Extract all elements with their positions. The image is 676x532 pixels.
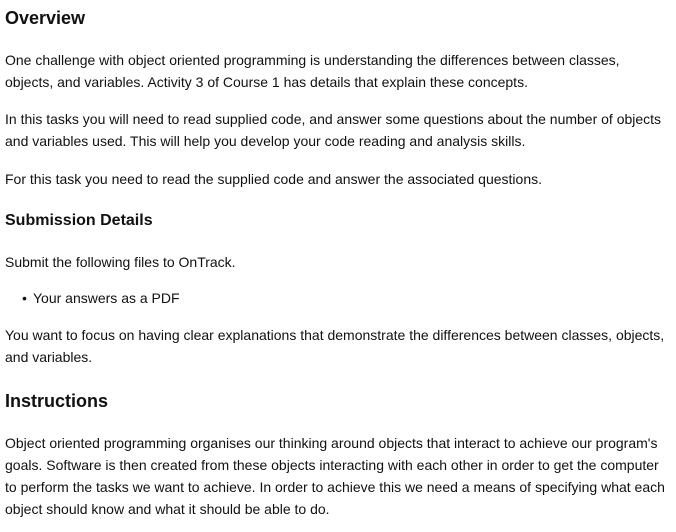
- overview-heading: Overview: [5, 8, 86, 28]
- list-item: • Your answers as a PDF: [22, 287, 180, 309]
- overview-paragraph: In this tasks you will need to read supplied code, and answer some questions about the number of objects and variables used. This will help you develop your code reading and analysis skills.: [5, 111, 662, 149]
- submission-note: You want to focus on having clear explanations that demonstrate the differences between classes, objects, and variables.: [5, 327, 665, 365]
- submission-intro: Submit the following files to OnTrack.: [5, 254, 236, 270]
- instructions-heading: Instructions: [5, 391, 109, 411]
- overview-paragraph: One challenge with object oriented programming is understanding the differences between classes, objects, and variables. Activity 3 of Course 1 has details that explain these concepts.: [5, 52, 620, 90]
- submission-list: [22, 287, 180, 309]
- submission-heading: Submission Details: [5, 212, 153, 229]
- overview-paragraph: For this task you need to read the supplied code and answer the associated questions.: [5, 171, 543, 187]
- instructions-paragraph: Object oriented programming organises our thinking around objects that interact to achieve our program's goals. Software is then created from these objects interacting with each other in order to get the computer to perform the tasks we want to achieve. In order to achieve this we need a means of specifying what each object should know and what it should be able to do.: [5, 435, 665, 517]
